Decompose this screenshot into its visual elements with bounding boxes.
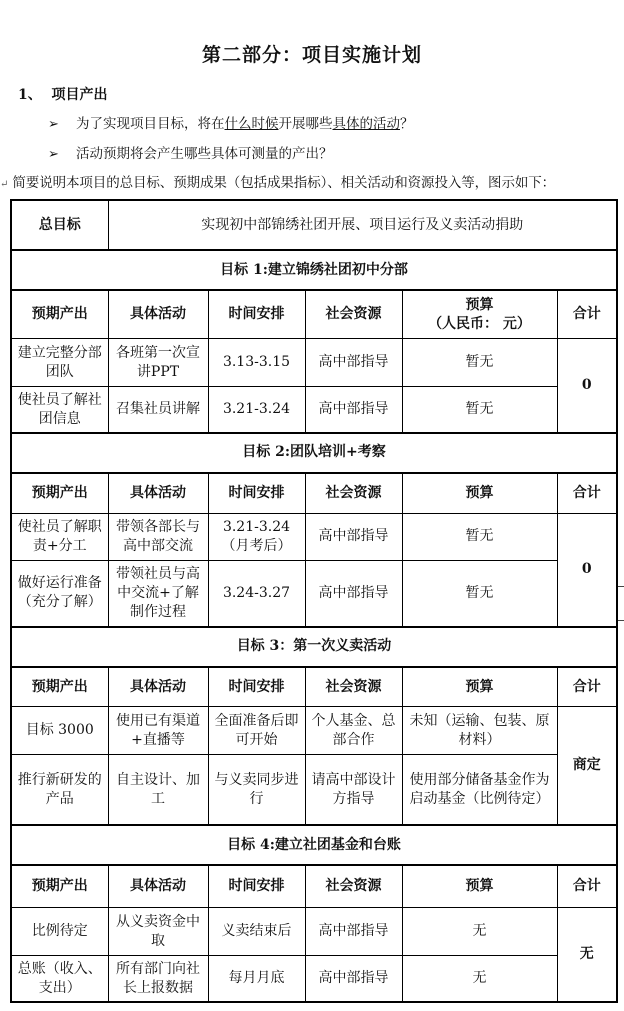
goal-3-title: 目标 3：第一次义卖活动: [11, 627, 617, 667]
table-header-row: [11, 667, 617, 707]
overall-goal-row: [11, 200, 617, 250]
cell-activity: 带领各部长与高中部交流: [108, 513, 208, 560]
margin-mark: [618, 620, 624, 621]
cell-budget: 未知（运输、包装、原材料）: [402, 707, 557, 755]
cell-resource: 高中部指导: [305, 560, 402, 626]
cell-activity: 从义卖资金中取: [108, 908, 208, 956]
cell-output: 比例待定: [11, 908, 108, 956]
cell-resource: 高中部指导: [305, 513, 402, 560]
table-header-row: [11, 865, 617, 907]
table-row: [11, 707, 617, 755]
section-number: 1、: [18, 87, 42, 103]
header-resource: 社会资源: [305, 290, 402, 338]
header-total: 合计: [557, 865, 617, 907]
cell-budget: 暂无: [402, 339, 557, 387]
arrow-bullet-icon: ➢: [48, 117, 59, 132]
cell-output: 总账（收入、支出）: [11, 956, 108, 1002]
page-title: 第二部分：项目实施计划: [201, 44, 422, 66]
section-title: 项目产出: [51, 87, 108, 103]
cell-budget: 无: [402, 908, 557, 956]
table-row: [11, 908, 617, 956]
cell-activity: 各班第一次宣讲PPT: [108, 339, 208, 387]
cell-resource: 请高中部设计方指导: [305, 755, 402, 825]
header-activity: 具体活动: [108, 473, 208, 513]
cell-total: 0: [557, 513, 617, 626]
header-activity: 具体活动: [108, 290, 208, 338]
goal-2-title: 目标 2:团队培训+考察: [11, 433, 617, 473]
header-time: 时间安排: [208, 290, 305, 338]
table-header-row: [11, 473, 617, 513]
header-activity: 具体活动: [108, 865, 208, 907]
cell-time: 3.13-3.15: [208, 339, 305, 387]
cell-output: 推行新研发的产品: [11, 755, 108, 825]
paragraph-mark-icon: ↵: [0, 179, 9, 190]
overall-goal-text: 实现初中部锦绣社团开展、项目运行及义卖活动捐助: [108, 200, 617, 250]
table-row: [11, 513, 617, 560]
header-output: 预期产出: [11, 473, 108, 513]
cell-time: 3.24-3.27: [208, 560, 305, 626]
table-header-row: [11, 290, 617, 338]
table-row: [11, 339, 617, 387]
header-resource: 社会资源: [305, 473, 402, 513]
header-time: 时间安排: [208, 667, 305, 707]
header-budget: 预算: [402, 865, 557, 907]
cell-time: 3.21-3.24（月考后）: [208, 513, 305, 560]
goal-title-row: [11, 433, 617, 473]
cell-time: 与义卖同步进行: [208, 755, 305, 825]
header-budget: 预算: [402, 667, 557, 707]
cell-activity: 自主设计、加工: [108, 755, 208, 825]
header-output: 预期产出: [11, 865, 108, 907]
cell-budget: 暂无: [402, 560, 557, 626]
header-time: 时间安排: [208, 473, 305, 513]
cell-budget: 使用部分储备基金作为启动基金（比例待定）: [402, 755, 557, 825]
cell-total: 0: [557, 339, 617, 433]
cell-resource: 个人基金、总部合作: [305, 707, 402, 755]
goal-title-row: [11, 250, 617, 290]
goal-1-title: 目标 1:建立锦绣社团初中分部: [11, 250, 617, 290]
cell-time: 义卖结束后: [208, 908, 305, 956]
section-heading: [18, 84, 108, 104]
intro-paragraph: ↵ 简要说明本项目的总目标、预期成果（包括成果指标）、相关活动和资源投入等，图示如下：: [0, 175, 556, 191]
table-row: [11, 956, 617, 1002]
cell-resource: 高中部指导: [305, 956, 402, 1002]
cell-time: 3.21-3.24: [208, 387, 305, 433]
project-plan-table: [10, 199, 618, 1003]
cell-activity: 召集社员讲解: [108, 387, 208, 433]
overall-goal-label: 总目标: [11, 200, 108, 250]
cell-output: 使社员了解社团信息: [11, 387, 108, 433]
cell-output: 目标 3000: [11, 707, 108, 755]
cell-output: 建立完整分部团队: [11, 339, 108, 387]
header-resource: 社会资源: [305, 667, 402, 707]
header-budget: 预算 （人民币： 元）: [402, 290, 557, 338]
margin-mark: [618, 586, 624, 587]
cell-resource: 高中部指导: [305, 908, 402, 956]
cell-time: 全面准备后即可开始: [208, 707, 305, 755]
cell-budget: 无: [402, 956, 557, 1002]
cell-resource: 高中部指导: [305, 339, 402, 387]
table-row: [11, 387, 617, 433]
cell-activity: 使用已有渠道+直播等: [108, 707, 208, 755]
table-row: [11, 755, 617, 825]
cell-budget: 暂无: [402, 513, 557, 560]
cell-activity: 所有部门向社长上报数据: [108, 956, 208, 1002]
goal-title-row: [11, 825, 617, 865]
header-activity: 具体活动: [108, 667, 208, 707]
table-row: [11, 560, 617, 626]
cell-resource: 高中部指导: [305, 387, 402, 433]
bullet-item: ➢ 活动预期将会产生哪些具体可测量的产出？: [48, 146, 333, 162]
header-total: 合计: [557, 290, 617, 338]
cell-output: 使社员了解职责+分工: [11, 513, 108, 560]
cell-output: 做好运行准备（充分了解）: [11, 560, 108, 626]
cell-budget: 暂无: [402, 387, 557, 433]
cell-time: 每月月底: [208, 956, 305, 1002]
arrow-bullet-icon: ➢: [48, 147, 59, 162]
header-time: 时间安排: [208, 865, 305, 907]
cell-activity: 带领社员与高中交流+了解制作过程: [108, 560, 208, 626]
bullet-item: ➢ 为了实现项目目标，将在什么时候开展哪些具体的活动？: [48, 116, 414, 132]
header-output: 预期产出: [11, 667, 108, 707]
cell-total: 无: [557, 908, 617, 1002]
header-budget: 预算: [402, 473, 557, 513]
goal-title-row: [11, 627, 617, 667]
header-total: 合计: [557, 667, 617, 707]
cell-total: 商定: [557, 707, 617, 825]
goal-4-title: 目标 4:建立社团基金和台账: [11, 825, 617, 865]
header-resource: 社会资源: [305, 865, 402, 907]
header-output: 预期产出: [11, 290, 108, 338]
header-total: 合计: [557, 473, 617, 513]
